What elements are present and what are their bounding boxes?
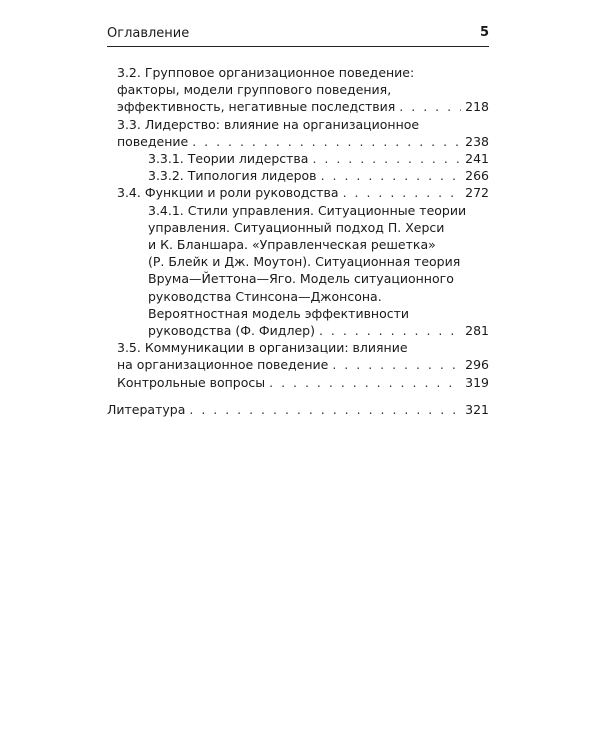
- toc-page-number: 272: [465, 185, 489, 201]
- toc-entry-3-4[interactable]: [117, 184, 489, 201]
- toc-entry-text: (Р. Блейк и Дж. Моутон). Ситуационная теория: [148, 254, 461, 270]
- toc-entry-text: эффективность, негативные последствия: [117, 99, 396, 115]
- dot-leader: [312, 150, 461, 167]
- toc-page-number: 218: [465, 99, 489, 115]
- toc-entry-3-3-2[interactable]: [148, 167, 489, 184]
- toc-entry-text: руководства Стинсона—Джонсона.: [148, 288, 382, 304]
- toc-entry-3-2[interactable]: [117, 64, 489, 116]
- dot-leader: [332, 356, 461, 373]
- table-of-contents: [107, 64, 489, 418]
- toc-entry-text: Врума—Йеттона—Яго. Модель ситуационного: [148, 271, 454, 287]
- dot-leader: [189, 401, 461, 418]
- running-header: [107, 24, 489, 47]
- toc-entry-3-3[interactable]: [117, 116, 489, 150]
- toc-entry-text: поведение: [117, 133, 189, 149]
- toc-page-number: 296: [465, 357, 489, 373]
- toc-entry-text: Литература: [107, 401, 186, 417]
- toc-entry-text: 3.2. Групповое организационное поведение:: [117, 65, 415, 80]
- dot-leader: [269, 374, 461, 391]
- header-title: Оглавление: [107, 26, 190, 41]
- toc-entry-review-questions[interactable]: [117, 374, 489, 391]
- toc-entry-3-5[interactable]: [117, 339, 489, 373]
- toc-entry-text: Вероятностная модель эффективности: [148, 305, 410, 321]
- toc-entry-text: 3.4. Функции и роли руководства: [117, 185, 339, 201]
- toc-entry-3-4-1[interactable]: [148, 202, 489, 340]
- toc-page-number: 241: [465, 151, 489, 167]
- toc-page-number: 319: [465, 374, 489, 390]
- toc-entry-text: на организационное поведение: [117, 357, 329, 373]
- dot-leader: [319, 322, 461, 339]
- toc-entry-text: 3.3. Лидерство: влияние на организационное: [117, 116, 420, 132]
- toc-page-number: 266: [465, 168, 489, 184]
- toc-entry-text: Контрольные вопросы: [117, 374, 266, 390]
- toc-entry-text: 3.5. Коммуникации в организации: влияние: [117, 340, 408, 356]
- toc-entry-text: 3.3.2. Типология лидеров: [148, 168, 317, 184]
- toc-entry-3-3-1[interactable]: [148, 150, 489, 167]
- toc-page-number: 238: [465, 133, 489, 149]
- dot-leader: [321, 167, 461, 184]
- dot-leader: [343, 184, 461, 201]
- toc-entry-text: 3.3.1. Теории лидерства: [148, 151, 309, 167]
- toc-page-number: 281: [465, 323, 489, 339]
- dot-leader: [192, 133, 461, 150]
- toc-entry-text: руководства (Ф. Фидлер): [148, 323, 315, 339]
- toc-entry-text: 3.4.1. Стили управления. Ситуационные теории: [148, 202, 467, 218]
- dot-leader: [399, 98, 461, 115]
- toc-entry-text: управления. Ситуационный подход П. Херси: [148, 219, 445, 235]
- toc-page-number: 321: [465, 401, 489, 417]
- header-page-number: 5: [479, 25, 489, 40]
- toc-entry-text: факторы, модели группового поведения,: [117, 82, 392, 98]
- toc-entry-literature[interactable]: [107, 401, 489, 418]
- toc-entry-text: и К. Бланшара. «Управленческая решетка»: [148, 237, 436, 253]
